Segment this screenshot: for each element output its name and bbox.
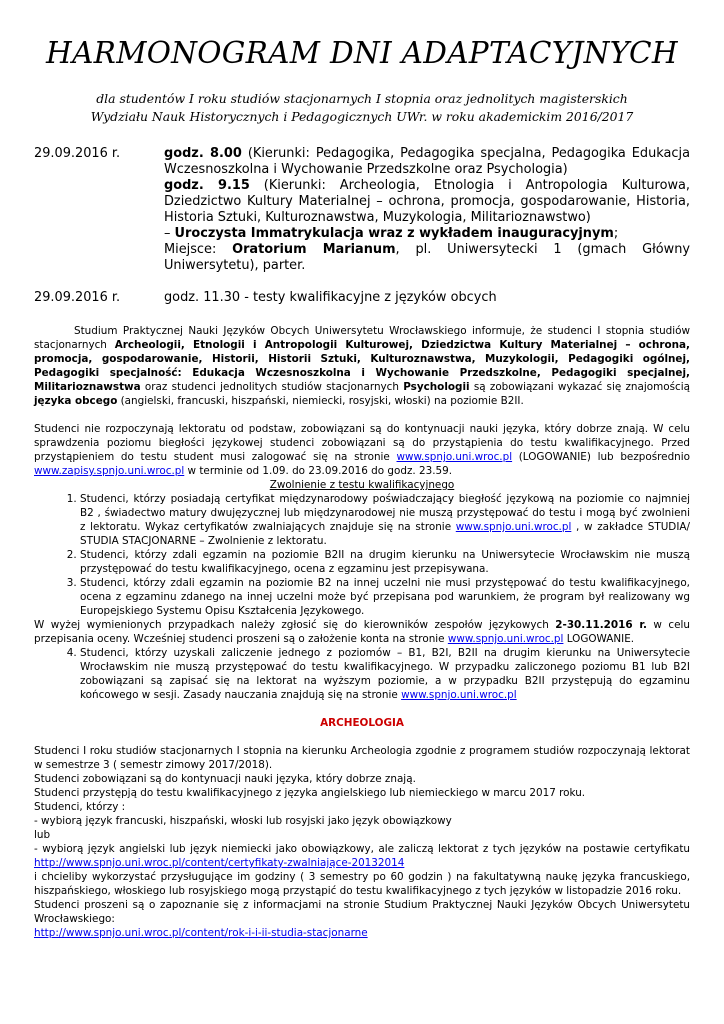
subtitle-line-2: Wydziału Nauk Historycznych i Pedagogicznych UWr. w roku akademickim 2016/2017 <box>90 109 634 124</box>
zapisy-link[interactable]: www.zapisy.spnjo.uni.wroc.pl <box>34 465 185 477</box>
venue-name: Oratorium Marianum <box>232 242 396 257</box>
archeologia-text: Studenci proszeni są o zapoznanie się z informacjami na stronie Studium Praktycznej Nauki Języków Obcych Uniwersytetu Wrocławskiego: <box>34 899 690 925</box>
spnjo-link[interactable]: www.spnjo.uni.wroc.pl <box>396 451 513 463</box>
list-item: 3. Studenci, którzy zdali egzamin na poziomie B2 na innej uczelni nie musi przystępować do testu kwalifikacyjnego, ocena z egzaminu zdanego na innej uczelni może być przepisana pod warunkiem, że program był realizowany wg Europejskiego Systemu Opisu Kształcenia Językowego. <box>80 576 690 618</box>
immatriculation-title: Uroczysta Immatrykulacja wraz z wykładem inauguracyjnym <box>174 226 614 241</box>
archeologia-text: Studenci przystępją do testu kwalifikacyjnego z języka angielskiego lub niemieckiego w marcu 2017 roku. <box>34 787 586 799</box>
time-slot-2: godz. 9.15 <box>164 178 250 193</box>
certificates-link[interactable]: http://www.spnjo.uni.wroc.pl/content/certyfikaty-zwalniające-20132014 <box>34 857 405 869</box>
schedule-date: 29.09.2016 r. <box>34 290 121 305</box>
exemptions-list <box>34 492 690 618</box>
studia-stacjonarne-link[interactable]: http://www.spnjo.uni.wroc.pl/content/rok-i-i-ii-studia-stacjonarne <box>34 927 368 939</box>
list-item: 1. Studenci, którzy posiadają certyfikat międzynarodowy poświadczający biegłość językową na poziomie co najmniej B2 , świadectwo matury dwujęzycznej lub międzynarodowej nie muszą przystępować do testu i mogą być zwolnieni z lektoratu. Wykaz certyfikatów zwalniających znajduje się na stronie www.spnjo.uni.wroc.pl , w zakładce STUDIA/ STUDIA STACJONARNE – Zwolnienie z lektoratu. <box>80 492 690 548</box>
archeologia-text: - wybiorą język angielski lub język niemiecki jako obowiązkowy, ale zaliczą lektorat z tych języków na postawie certyfikatu http://www.spnjo.uni.wroc.pl/content/certyfikaty-zwalniające-20132014 <box>34 843 690 869</box>
schedule-row <box>34 290 690 306</box>
archeologia-text: Studenci I roku studiów stacjonarnych I stopnia na kierunku Archeologia zgodnie z programem studiów rozpoczynają lektorat w semestrze 3 ( semestr zimowy 2017/2018). <box>34 745 690 771</box>
spnjo-link[interactable]: www.spnjo.uni.wroc.pl <box>401 689 517 701</box>
exemptions-note: W wyżej wymienionych przypadkach należy zgłosić się do kierowników zespołów językowych 2-30.11.2016 r. w celu przepisania oceny. Wcześniej studenci proszeni są o założenie konta na stronie www.spnjo.uni.wroc.pl LOGOWANIE. <box>34 619 690 645</box>
spnjo-link[interactable]: www.spnjo.uni.wroc.pl <box>455 521 572 533</box>
time-slot-1: godz. 8.00 <box>164 146 242 161</box>
archeologia-text: lub <box>34 829 51 841</box>
archeologia-text: Studenci zobowiązani są do kontynuacji nauki języka, który dobrze znają. <box>34 773 416 785</box>
page-subtitle <box>0 90 724 126</box>
schedule-row <box>34 146 690 274</box>
exemptions-list-continued <box>34 646 690 702</box>
spnjo-link[interactable]: www.spnjo.uni.wroc.pl <box>447 633 564 645</box>
archeologia-text <box>34 926 690 940</box>
list-item: 4. Studenci, którzy uzyskali zaliczenie jednego z poziomów – B1, B2I, B2II na drugim kierunku na Uniwersytecie Wrocławskim nie muszą przystępować do testu kwalifikacyjnego. W przypadku zaliczonego poziomu B1 lub B2I zobowiązani są zapisać się na lektorat na wyższym poziomie, a w przypadku B2II przystępują do egzaminu końcowego w sesji. Zasady nauczania znajdują się na stronie www.spnjo.uni.wroc.pl <box>80 646 690 702</box>
archeologia-text: i chcieliby wykorzystać przysługujące im godziny ( 3 semestry po 60 godzin ) na fakultatywną naukę języka francuskiego, hiszpańskiego, włoskiego lub rosyjskiego mogą przystąpić do testu kwalifikacyjnego z tych języków w listopadzie 2016 roku. <box>34 871 690 897</box>
document-body <box>34 324 690 940</box>
intro-paragraph: Studium Praktycznej Nauki Języków Obcych Uniwersytetu Wrocławskiego informuje, że studenci I stopnia studiów stacjonarnych Archeologii, Etnologii i Antropologii Kulturowej, Dziedzictwa Kultury Materialnej – ochrona, promocja, gospodarowanie, Historii, Historii Sztuki, Kulturoznawstwa, Muzykologii, Pedagogiki ogólnej, Pedagogiki specjalność: Edukacja Wczesnoszkolna i Wychowanie Przedszkolne, Pedagogiki specjalnej, Militarioznawstwa oraz studenci jednolitych studiów stacjonarnych Psychologii są zobowiązani wykazać się znajomością języka obcego (angielski, francuski, hiszpański, niemiecki, rosyjski, włoski) na poziomie B2II. <box>34 325 690 407</box>
page-title: HARMONOGRAM DNI ADAPTACYJNYCH <box>46 36 678 70</box>
test-info-paragraph: Studenci nie rozpoczynają lektoratu od podstaw, zobowiązani są do kontynuacji nauki języka, który dobrze znają. W celu sprawdzenia poziomu biegłości językowej studenci zobowiązani są do przystąpienia do testu kwalifikacyjnego. Przed przystąpieniem do testu student musi zalogować się na stronie www.spnjo.uni.wroc.pl (LOGOWANIE) lub bezpośrednio www.zapisy.spnjo.uni.wroc.pl w terminie od 1.09. do 23.09.2016 do godz. 23.59. <box>34 423 690 477</box>
schedule-date: 29.09.2016 r. <box>34 146 121 161</box>
subtitle-line-1: dla studentów I roku studiów stacjonarnych I stopnia oraz jednolitych magisterskich <box>96 91 628 106</box>
archeologia-text: - wybiorą język francuski, hiszpański, włoski lub rosyjski jako język obowiązkowy <box>34 815 452 827</box>
list-item: 2. Studenci, którzy zdali egzamin na poziomie B2II na drugim kierunku na Uniwersytecie Wrocławskim nie muszą przystępować do testu kwalifikacyjnego, ocena z egzaminu jest przepisywana. <box>80 548 690 576</box>
schedule <box>34 146 690 306</box>
schedule-details: godz. 8.00 (Kierunki: Pedagogika, Pedagogika specjalna, Pedagogika Edukacja Wczesnoszkolna i Wychowanie Przedszkolne oraz Psychologia) godz. 9.15 (Kierunki: Archeologia, Etnologia i Antropologia Kulturowa, Dziedzictwo Kultury Materialnej – ochrona, promocja, gospodarowanie, Historia, Historia Sztuki, Kulturoznawstwa, Muzykologia, Militarioznawstwo) – Uroczysta Immatrykulacja wraz z wykładem inauguracyjnym; Miejsce: Oratorium Marianum, pl. Uniwersytecki 1 (gmach Główny Uniwersytetu), parter. <box>164 146 690 273</box>
archeologia-text: Studenci, którzy : <box>34 801 126 813</box>
schedule-details: godz. 11.30 - testy kwalifikacyjne z języków obcych <box>164 290 497 305</box>
section-heading-archeologia: ARCHEOLOGIA <box>320 717 404 729</box>
exemptions-heading: Zwolnienie z testu kwalifikacyjnego <box>269 479 455 491</box>
